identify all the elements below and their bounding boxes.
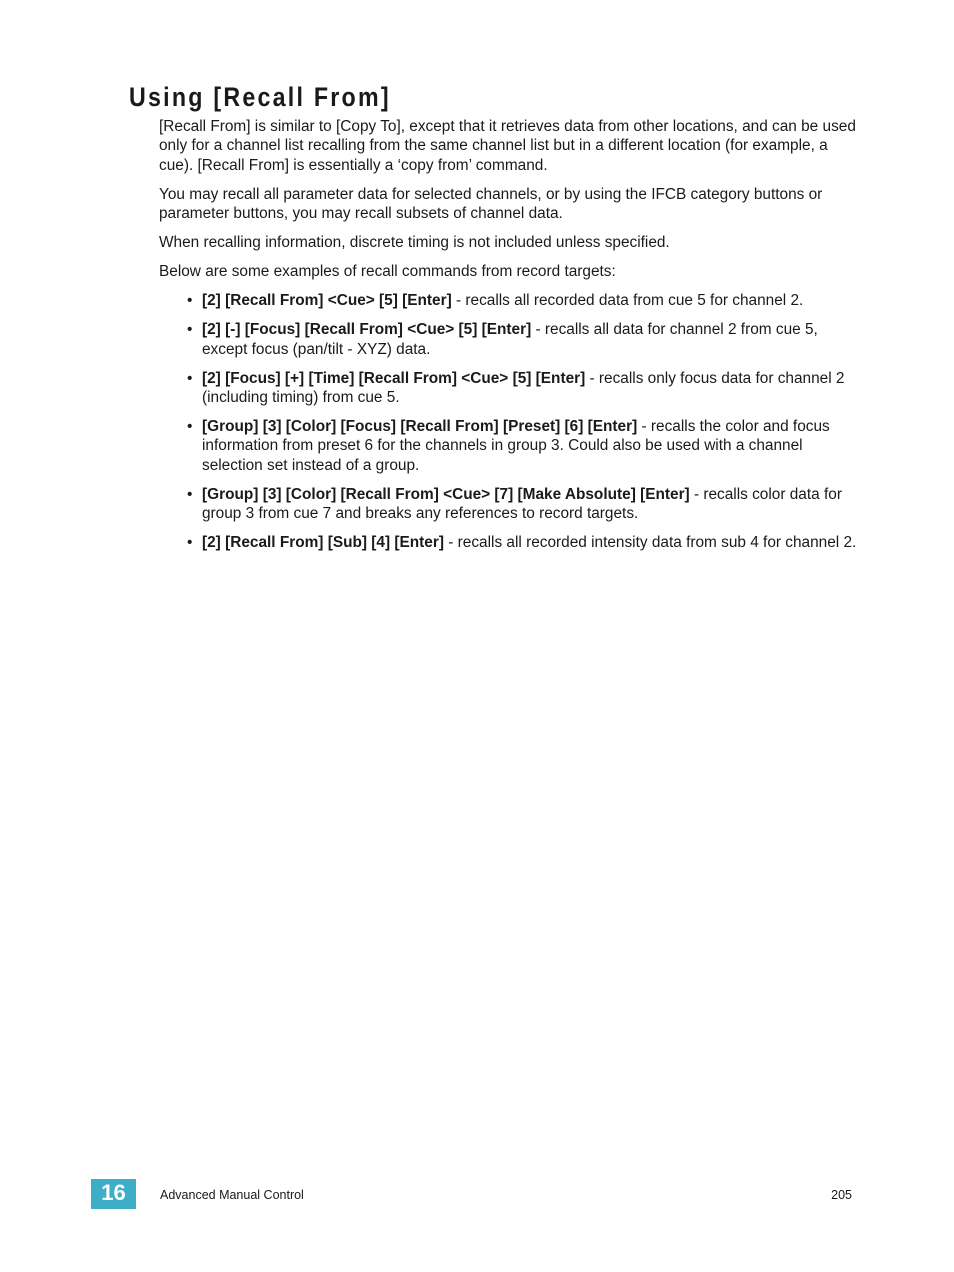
page-number: 205 [831, 1188, 852, 1202]
chapter-number-badge: 16 [91, 1179, 136, 1209]
list-item [159, 485, 859, 524]
paragraph-examples-intro: Below are some examples of recall commands from record targets: [159, 263, 616, 281]
list-item [159, 320, 859, 359]
command-syntax: [2] [-] [Focus] [Recall From] <Cue> [5] [Enter] [202, 321, 532, 339]
bullet-icon: • [187, 534, 193, 552]
command-syntax: [Group] [3] [Color] [Recall From] <Cue> [7] [Make Absolute] [Enter] [202, 485, 690, 503]
list-item [159, 369, 859, 408]
section-body [159, 117, 859, 562]
bullet-icon: • [187, 418, 193, 436]
command-syntax: [Group] [3] [Color] [Focus] [Recall From] [Preset] [6] [Enter] [202, 418, 638, 436]
command-description: - recalls the color and focus information from preset 6 for the channels in group 3. Could also be used with a channel selection set instead of a group. [202, 418, 830, 474]
list-item [159, 533, 859, 552]
command-description: - recalls all recorded data from cue 5 for channel 2. [451, 292, 804, 310]
command-syntax: [2] [Focus] [+] [Time] [Recall From] <Cue> [5] [Enter] [202, 369, 586, 387]
command-syntax: [2] [Recall From] <Cue> [5] [Enter] [202, 292, 452, 310]
command-description: - recalls all recorded intensity data from sub 4 for channel 2. [443, 534, 857, 552]
paragraph-timing: When recalling information, discrete timing is not included unless specified. [159, 234, 670, 252]
command-syntax: [2] [Recall From] [Sub] [4] [Enter] [202, 534, 444, 552]
paragraph-subsets: You may recall all parameter data for selected channels, or by using the IFCB category buttons or parameter buttons, you may recall subsets of channel data. [159, 185, 823, 223]
bullet-icon: • [187, 292, 193, 310]
section-heading: Using [Recall From] [129, 82, 391, 112]
bullet-icon: • [187, 485, 193, 503]
command-description: - recalls only focus data for channel 2 (including timing) from cue 5. [202, 369, 845, 407]
footer-chapter-title: Advanced Manual Control [160, 1188, 304, 1202]
list-item [159, 417, 859, 475]
command-description: - recalls all data for channel 2 from cue 5, except focus (pan/tilt - XYZ) data. [202, 321, 818, 358]
list-item [159, 291, 859, 310]
command-description: - recalls color data for group 3 from cue 7 and breaks any references to record targets. [202, 485, 842, 523]
examples-list [159, 291, 859, 552]
paragraph-intro: [Recall From] is similar to [Copy To], except that it retrieves data from other locations, and can be used only for a channel list recalling from the same channel list but in a different location (for example, a cue). [Recall From] is essentially a ‘copy from’ command. [159, 118, 856, 174]
bullet-icon: • [187, 321, 193, 339]
bullet-icon: • [187, 369, 193, 387]
